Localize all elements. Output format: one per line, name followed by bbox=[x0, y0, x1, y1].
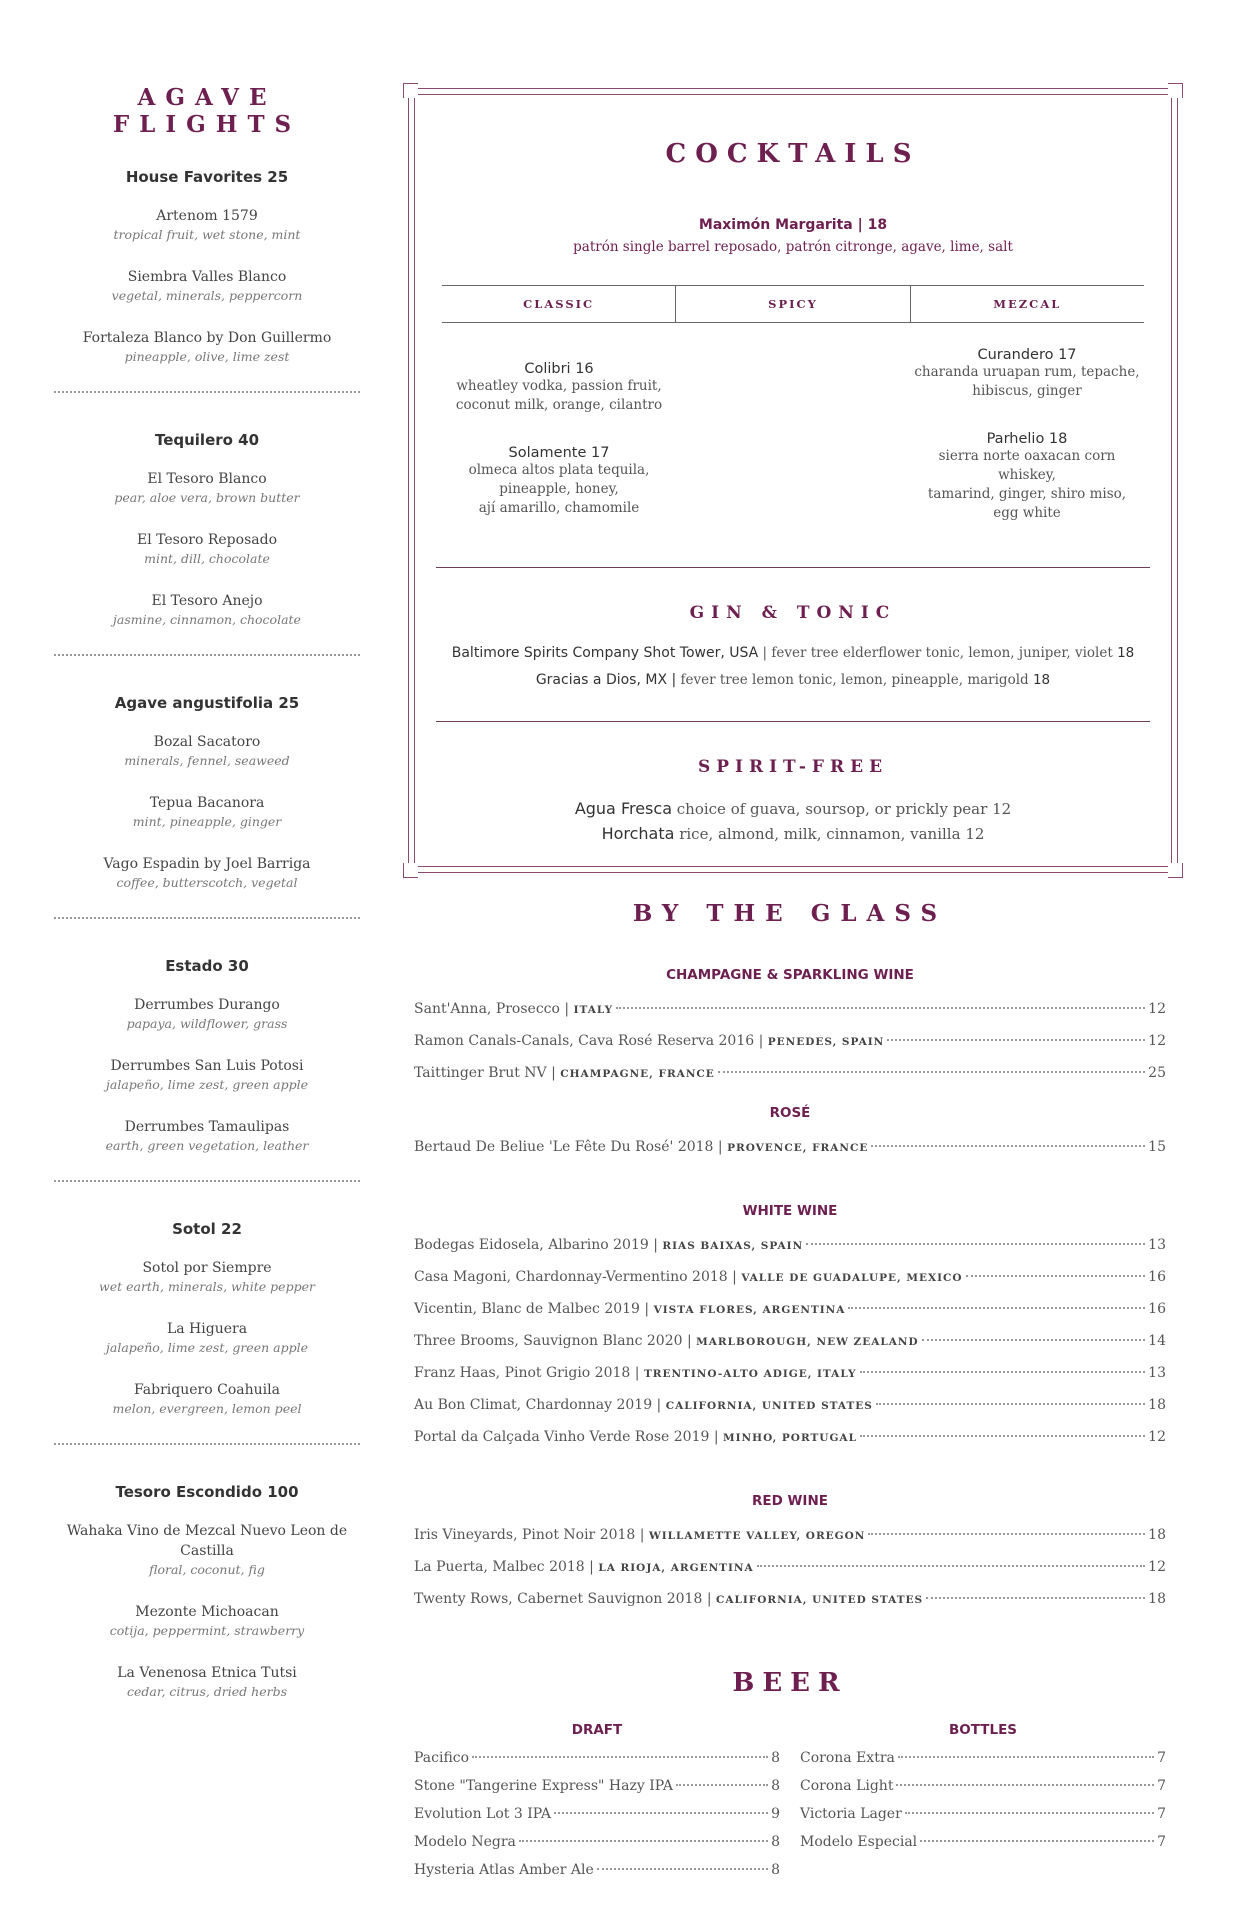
dot-leader bbox=[896, 1784, 1154, 1786]
cocktail-name: Colibri 16 bbox=[524, 361, 594, 377]
beer-row bbox=[800, 1744, 1166, 1772]
wine-region: CALIFORNIA, UNITED STATES bbox=[665, 1400, 873, 1412]
flight-item-name: Derrumbes San Luis Potosi bbox=[110, 1058, 304, 1074]
flight-item-name: Derrumbes Tamaulipas bbox=[124, 1119, 290, 1135]
cocktail-desc: ají amarillo, chamomile bbox=[478, 500, 640, 516]
dot-leader bbox=[676, 1784, 768, 1786]
separator: | bbox=[709, 1429, 724, 1445]
beer-row bbox=[414, 1856, 780, 1884]
cocktail-name: Parhelio 18 bbox=[986, 431, 1068, 447]
wine-region: VISTA FLORES, ARGENTINA bbox=[653, 1304, 846, 1316]
wine-section-title: WHITE WINE bbox=[742, 1203, 838, 1219]
beer-title: BEER bbox=[732, 1668, 848, 1698]
dot-leader bbox=[868, 1533, 1145, 1535]
flight-item-notes: pear, aloe vera, brown butter bbox=[114, 490, 300, 505]
wine-price: 16 bbox=[1148, 1301, 1166, 1317]
wine-price: 16 bbox=[1148, 1269, 1166, 1285]
flight bbox=[50, 168, 364, 393]
wine-sections bbox=[414, 967, 1166, 1615]
cocktail-name: Solamente 17 bbox=[508, 445, 610, 461]
cocktail-item bbox=[910, 347, 1144, 401]
flight-item-name: Bozal Sacatoro bbox=[153, 734, 261, 750]
featured-cocktail-desc: patrón single barrel reposado, patrón citronge, agave, lime, salt bbox=[573, 239, 1013, 255]
beer-name: Modelo Especial bbox=[800, 1834, 918, 1850]
cocktail-desc: hibiscus, ginger bbox=[972, 383, 1082, 399]
dotted-divider bbox=[54, 654, 360, 656]
wine-name: Vicentin, Blanc de Malbec 2019 bbox=[414, 1301, 640, 1317]
flight-name: Sotol 22 bbox=[172, 1220, 242, 1238]
wine-price: 13 bbox=[1148, 1365, 1166, 1381]
wine-row bbox=[414, 1551, 1166, 1583]
wine-row bbox=[414, 1325, 1166, 1357]
flight-name: House Favorites 25 bbox=[125, 168, 289, 186]
agave-flights-title: AGAVE FLIGHTS bbox=[112, 84, 302, 138]
wine-row bbox=[414, 1389, 1166, 1421]
flight-item-name: Artenom 1579 bbox=[156, 208, 258, 224]
dot-leader bbox=[887, 1039, 1145, 1041]
flight-item-notes: mint, dill, chocolate bbox=[144, 551, 270, 566]
dot-leader bbox=[966, 1275, 1146, 1277]
flight-item-name: El Tesoro Blanco bbox=[147, 471, 267, 487]
wine-row bbox=[414, 1025, 1166, 1057]
flight-name: Estado 30 bbox=[165, 957, 249, 975]
dotted-divider bbox=[54, 391, 360, 393]
dot-leader bbox=[757, 1565, 1146, 1567]
dot-leader bbox=[860, 1371, 1146, 1373]
separator: | bbox=[702, 1591, 716, 1607]
flight-item bbox=[50, 469, 364, 506]
wine-row bbox=[414, 1293, 1166, 1325]
gin-tonic-name: Baltimore Spirits Company Shot Tower, USA bbox=[451, 645, 759, 661]
cocktails-title: COCKTAILS bbox=[665, 139, 921, 169]
flight-item bbox=[50, 793, 364, 830]
beer-row bbox=[800, 1828, 1166, 1856]
wine-name: Franz Haas, Pinot Grigio 2018 bbox=[414, 1365, 631, 1381]
wine-section-title: ROSÉ bbox=[769, 1105, 811, 1121]
dotted-divider bbox=[54, 917, 360, 919]
beer-row bbox=[414, 1744, 780, 1772]
beer-row bbox=[414, 1800, 780, 1828]
flight-item-name: El Tesoro Anejo bbox=[151, 593, 263, 609]
beer-price: 8 bbox=[771, 1778, 780, 1794]
dot-leader bbox=[554, 1812, 768, 1814]
dot-leader bbox=[806, 1243, 1145, 1245]
beer-price: 8 bbox=[771, 1862, 780, 1878]
wine-row bbox=[414, 1583, 1166, 1615]
draft-beer bbox=[414, 1722, 780, 1884]
wine-price: 18 bbox=[1148, 1397, 1166, 1413]
flight-item bbox=[50, 995, 364, 1032]
flight-item-notes: mint, pineapple, ginger bbox=[132, 814, 282, 829]
wine-price: 12 bbox=[1148, 1001, 1166, 1017]
gin-tonic-desc: | fever tree elderflower tonic, lemon, juniper, violet bbox=[758, 645, 1113, 661]
beer-name: Stone "Tangerine Express" Hazy IPA bbox=[414, 1778, 673, 1794]
wine-region: TRENTINO-ALTO ADIGE, ITALY bbox=[643, 1368, 857, 1380]
cocktails-box bbox=[408, 88, 1178, 873]
wine-region: VALLE DE GUADALUPE, MEXICO bbox=[741, 1272, 963, 1284]
cocktail-desc: sierra norte oaxacan corn whiskey, bbox=[938, 448, 1116, 483]
flight-name: Tequilero 40 bbox=[154, 431, 260, 449]
wine-price: 18 bbox=[1148, 1527, 1166, 1543]
flight-item-notes: earth, green vegetation, leather bbox=[105, 1138, 309, 1153]
agave-flights-list bbox=[50, 168, 364, 1700]
wine-name: Three Brooms, Sauvignon Blanc 2020 bbox=[414, 1333, 683, 1349]
flight-item bbox=[50, 206, 364, 243]
beer-name: Evolution Lot 3 IPA bbox=[414, 1806, 551, 1822]
flight bbox=[50, 431, 364, 656]
cocktail-item bbox=[442, 445, 676, 518]
cocktail-item bbox=[442, 361, 676, 415]
flight bbox=[50, 957, 364, 1182]
flight-item-notes: wet earth, minerals, white pepper bbox=[99, 1279, 315, 1294]
flight-item-notes: jalapeño, lime zest, green apple bbox=[106, 1340, 308, 1355]
beer-name: Corona Extra bbox=[800, 1750, 895, 1766]
agave-flights-column bbox=[50, 84, 364, 1724]
wine-section bbox=[414, 1105, 1166, 1163]
divider bbox=[436, 721, 1150, 722]
wine-section bbox=[414, 967, 1166, 1089]
separator: | bbox=[648, 1237, 663, 1253]
by-the-glass bbox=[414, 900, 1166, 1615]
separator: | bbox=[635, 1527, 649, 1543]
flight-item-notes: melon, evergreen, lemon peel bbox=[112, 1401, 302, 1416]
flight-item-name: La Venenosa Etnica Tutsi bbox=[117, 1665, 297, 1681]
cocktail-categories bbox=[442, 285, 1144, 323]
wine-price: 25 bbox=[1148, 1065, 1166, 1081]
flight-item-notes: jasmine, cinnamon, chocolate bbox=[113, 612, 301, 627]
wine-region: LA RIOJA, ARGENTINA bbox=[598, 1562, 754, 1574]
flight-item-name: Tepua Bacanora bbox=[149, 795, 265, 811]
beer-price: 9 bbox=[771, 1806, 780, 1822]
wine-row bbox=[414, 1421, 1166, 1453]
wine-price: 18 bbox=[1148, 1591, 1166, 1607]
category-mezcal: MEZCAL bbox=[910, 286, 1144, 322]
flight-item-notes: jalapeño, lime zest, green apple bbox=[106, 1077, 308, 1092]
dot-leader bbox=[472, 1756, 768, 1758]
beer-name: Corona Light bbox=[800, 1778, 894, 1794]
bottled-beer bbox=[800, 1722, 1166, 1856]
dot-leader bbox=[926, 1597, 1145, 1599]
flight-item bbox=[50, 591, 364, 628]
flight-item-name: Siembra Valles Blanco bbox=[127, 269, 287, 285]
flight-item-name: Sotol por Siempre bbox=[142, 1260, 272, 1276]
wine-region: RIAS BAIXAS, SPAIN bbox=[662, 1240, 804, 1252]
dot-leader bbox=[898, 1756, 1154, 1758]
wine-section-title: CHAMPAGNE & SPARKLING WINE bbox=[666, 967, 914, 983]
separator: | bbox=[652, 1397, 666, 1413]
separator: | bbox=[630, 1365, 644, 1381]
separator: | bbox=[639, 1301, 654, 1317]
flight-item-name: Fortaleza Blanco by Don Guillermo bbox=[82, 330, 332, 346]
dot-leader bbox=[922, 1339, 1146, 1341]
wine-row bbox=[414, 1229, 1166, 1261]
flight-item-name: Derrumbes Durango bbox=[134, 997, 280, 1013]
flight-item-name: Fabriquero Coahuila bbox=[134, 1382, 280, 1398]
wine-name: La Puerta, Malbec 2018 bbox=[414, 1559, 585, 1575]
flight-name: Tesoro Escondido 100 bbox=[115, 1483, 299, 1501]
wine-row bbox=[414, 1519, 1166, 1551]
cocktail-name: Curandero 17 bbox=[977, 347, 1077, 363]
wine-name: Bertaud De Beliue 'Le Fête Du Rosé' 2018 bbox=[414, 1139, 714, 1155]
dot-leader bbox=[871, 1145, 1145, 1147]
wine-name: Casa Magoni, Chardonnay-Vermentino 2018 bbox=[414, 1269, 728, 1285]
dot-leader bbox=[718, 1071, 1145, 1073]
flight-item-name: El Tesoro Reposado bbox=[136, 532, 277, 548]
wine-name: Iris Vineyards, Pinot Noir 2018 bbox=[414, 1527, 636, 1543]
gin-tonic-price: 18 bbox=[1117, 645, 1135, 661]
dot-leader bbox=[616, 1007, 1145, 1009]
flight bbox=[50, 1220, 364, 1445]
wine-price: 12 bbox=[1148, 1429, 1166, 1445]
separator: | bbox=[713, 1139, 728, 1155]
dotted-divider bbox=[54, 1443, 360, 1445]
flight-name: Agave angustifolia 25 bbox=[114, 694, 300, 712]
draft-title: DRAFT bbox=[571, 1722, 623, 1738]
flight-item bbox=[50, 267, 364, 304]
spirit-free-name: Agua Fresca bbox=[574, 799, 672, 818]
wine-name: Au Bon Climat, Chardonnay 2019 bbox=[414, 1397, 653, 1413]
flight-item-notes: papaya, wildflower, grass bbox=[126, 1016, 288, 1031]
flight-item-notes: minerals, fennel, seaweed bbox=[124, 753, 290, 768]
gin-tonic-item bbox=[409, 672, 1177, 688]
cocktail-desc: wheatley vodka, passion fruit, bbox=[456, 378, 662, 394]
cocktail-desc: pineapple, honey, bbox=[499, 481, 619, 497]
beer-price: 7 bbox=[1157, 1806, 1166, 1822]
gin-tonic-name: Gracias a Dios, MX | bbox=[535, 672, 677, 688]
separator: | bbox=[584, 1559, 599, 1575]
spirit-free-price: 12 bbox=[992, 800, 1012, 818]
spirit-free-item bbox=[409, 799, 1177, 818]
wine-name: Taittinger Brut NV bbox=[414, 1065, 547, 1081]
flight-item-notes: floral, coconut, fig bbox=[149, 1562, 265, 1577]
beer-name: Hysteria Atlas Amber Ale bbox=[414, 1862, 594, 1878]
cocktail-item bbox=[910, 431, 1144, 523]
flight-item bbox=[50, 328, 364, 365]
dot-leader bbox=[848, 1307, 1145, 1309]
beer-price: 8 bbox=[771, 1834, 780, 1850]
flight-item bbox=[50, 854, 364, 891]
frame-corner bbox=[1168, 863, 1183, 878]
beer-name: Victoria Lager bbox=[800, 1806, 902, 1822]
beer-row bbox=[800, 1772, 1166, 1800]
wine-row bbox=[414, 1131, 1166, 1163]
flight-item bbox=[50, 1319, 364, 1356]
flight-item-name: Mezonte Michoacan bbox=[135, 1604, 279, 1620]
beer-section bbox=[414, 1668, 1166, 1878]
beer-name: Pacifico bbox=[414, 1750, 470, 1766]
spirit-free-desc: choice of guava, soursop, or prickly pear bbox=[672, 800, 988, 818]
dotted-divider bbox=[54, 1180, 360, 1182]
dot-leader bbox=[920, 1840, 1154, 1842]
flight-item-name: La Higuera bbox=[166, 1321, 248, 1337]
beer-price: 7 bbox=[1157, 1778, 1166, 1794]
flight-item bbox=[50, 1117, 364, 1154]
gin-tonic-price: 18 bbox=[1032, 672, 1051, 688]
bottles-list bbox=[800, 1744, 1166, 1856]
wine-section-title: RED WINE bbox=[752, 1493, 828, 1509]
flight bbox=[50, 1483, 364, 1700]
classic-cocktails bbox=[442, 361, 676, 548]
category-classic: CLASSIC bbox=[523, 297, 595, 311]
flight bbox=[50, 694, 364, 919]
spirit-free-title: SPIRIT-FREE bbox=[697, 757, 889, 777]
flight-item bbox=[50, 1602, 364, 1639]
flight-item bbox=[50, 1663, 364, 1700]
cocktail-desc: olmeca altos plata tequila, bbox=[468, 462, 650, 478]
gin-tonic-item bbox=[409, 645, 1177, 661]
wine-region: PENEDES, SPAIN bbox=[767, 1036, 885, 1048]
wine-region: PROVENCE, FRANCE bbox=[727, 1142, 869, 1154]
wine-name: Bodegas Eidosela, Albarino 2019 bbox=[414, 1237, 649, 1253]
spirit-free-item bbox=[409, 824, 1177, 843]
wine-region: CALIFORNIA, UNITED STATES bbox=[716, 1594, 924, 1606]
cocktail-desc: coconut milk, orange, cilantro bbox=[455, 397, 663, 413]
cocktail-desc: charanda uruapan rum, tepache, bbox=[914, 364, 1140, 380]
beer-row bbox=[800, 1800, 1166, 1828]
separator: | bbox=[682, 1333, 697, 1349]
flight-item bbox=[50, 1258, 364, 1295]
beer-price: 8 bbox=[771, 1750, 780, 1766]
wine-row bbox=[414, 1357, 1166, 1389]
wine-region: MARLBOROUGH, NEW ZEALAND bbox=[696, 1336, 919, 1348]
divider bbox=[436, 567, 1150, 568]
spirit-free-price: 12 bbox=[965, 825, 985, 843]
wine-region: CHAMPAGNE, FRANCE bbox=[560, 1068, 715, 1080]
flight-item bbox=[50, 1521, 364, 1578]
wine-price: 12 bbox=[1148, 1033, 1166, 1049]
dot-leader bbox=[860, 1435, 1145, 1437]
category-spicy: SPICY bbox=[675, 286, 909, 322]
wine-region: MINHO, PORTUGAL bbox=[723, 1432, 857, 1444]
dot-leader bbox=[905, 1812, 1154, 1814]
beer-row bbox=[414, 1828, 780, 1856]
dot-leader bbox=[876, 1403, 1145, 1405]
frame-corner bbox=[1168, 83, 1183, 98]
featured-cocktail-name: Maximón Margarita | 18 bbox=[698, 217, 888, 233]
wine-name: Ramon Canals-Canals, Cava Rosé Reserva 2016 bbox=[414, 1033, 755, 1049]
wine-region: ITALY bbox=[573, 1004, 614, 1016]
separator: | bbox=[754, 1033, 768, 1049]
wine-price: 12 bbox=[1148, 1559, 1166, 1575]
spirit-free-desc: rice, almond, milk, cinnamon, vanilla bbox=[674, 825, 961, 843]
wine-name: Portal da Calçada Vinho Verde Rose 2019 bbox=[414, 1429, 710, 1445]
draft-list bbox=[414, 1744, 780, 1884]
separator: | bbox=[727, 1269, 742, 1285]
dot-leader bbox=[519, 1840, 768, 1842]
flight-item-notes: vegetal, minerals, peppercorn bbox=[111, 288, 303, 303]
frame-corner bbox=[403, 863, 418, 878]
separator: | bbox=[559, 1001, 574, 1017]
beer-row bbox=[414, 1772, 780, 1800]
wine-section bbox=[414, 1493, 1166, 1615]
cocktail-desc: egg white bbox=[993, 505, 1061, 521]
flight-item bbox=[50, 530, 364, 567]
flight-item-name: Vago Espadin by Joel Barriga bbox=[103, 856, 311, 872]
flight-item-notes: cotija, peppermint, strawberry bbox=[109, 1623, 305, 1638]
flight-item-notes: tropical fruit, wet stone, mint bbox=[113, 227, 301, 242]
wine-section bbox=[414, 1203, 1166, 1453]
featured-cocktail bbox=[409, 217, 1177, 255]
wine-row bbox=[414, 993, 1166, 1025]
wine-row bbox=[414, 1261, 1166, 1293]
wine-region: WILLAMETTE VALLEY, OREGON bbox=[648, 1530, 866, 1542]
separator: | bbox=[546, 1065, 561, 1081]
bottles-title: BOTTLES bbox=[948, 1722, 1018, 1738]
flight-item bbox=[50, 732, 364, 769]
wine-price: 15 bbox=[1148, 1139, 1166, 1155]
frame-corner bbox=[403, 83, 418, 98]
flight-item-name: Wahaka Vino de Mezcal Nuevo Leon de Castilla bbox=[66, 1523, 348, 1559]
dot-leader bbox=[597, 1868, 768, 1870]
beer-name: Modelo Negra bbox=[414, 1834, 516, 1850]
mezcal-cocktails bbox=[910, 347, 1144, 553]
cocktail-desc: tamarind, ginger, shiro miso, bbox=[927, 486, 1127, 502]
flight-item-notes: coffee, butterscotch, vegetal bbox=[116, 875, 298, 890]
flight-item-notes: pineapple, olive, lime zest bbox=[124, 349, 290, 364]
wine-price: 14 bbox=[1148, 1333, 1166, 1349]
wine-name: Twenty Rows, Cabernet Sauvignon 2018 bbox=[414, 1591, 703, 1607]
flight-item-notes: cedar, citrus, dried herbs bbox=[127, 1684, 287, 1699]
gin-tonic-desc: fever tree lemon tonic, lemon, pineapple, marigold bbox=[676, 672, 1029, 688]
beer-price: 7 bbox=[1157, 1834, 1166, 1850]
wine-price: 13 bbox=[1148, 1237, 1166, 1253]
flight-item bbox=[50, 1380, 364, 1417]
wine-row bbox=[414, 1057, 1166, 1089]
gin-tonic-title: GIN & TONIC bbox=[689, 603, 897, 623]
beer-price: 7 bbox=[1157, 1750, 1166, 1766]
wine-name: Sant'Anna, Prosecco bbox=[414, 1001, 560, 1017]
flight-item bbox=[50, 1056, 364, 1093]
spirit-free-name: Horchata bbox=[601, 824, 675, 843]
by-the-glass-title: BY THE GLASS bbox=[632, 900, 948, 927]
